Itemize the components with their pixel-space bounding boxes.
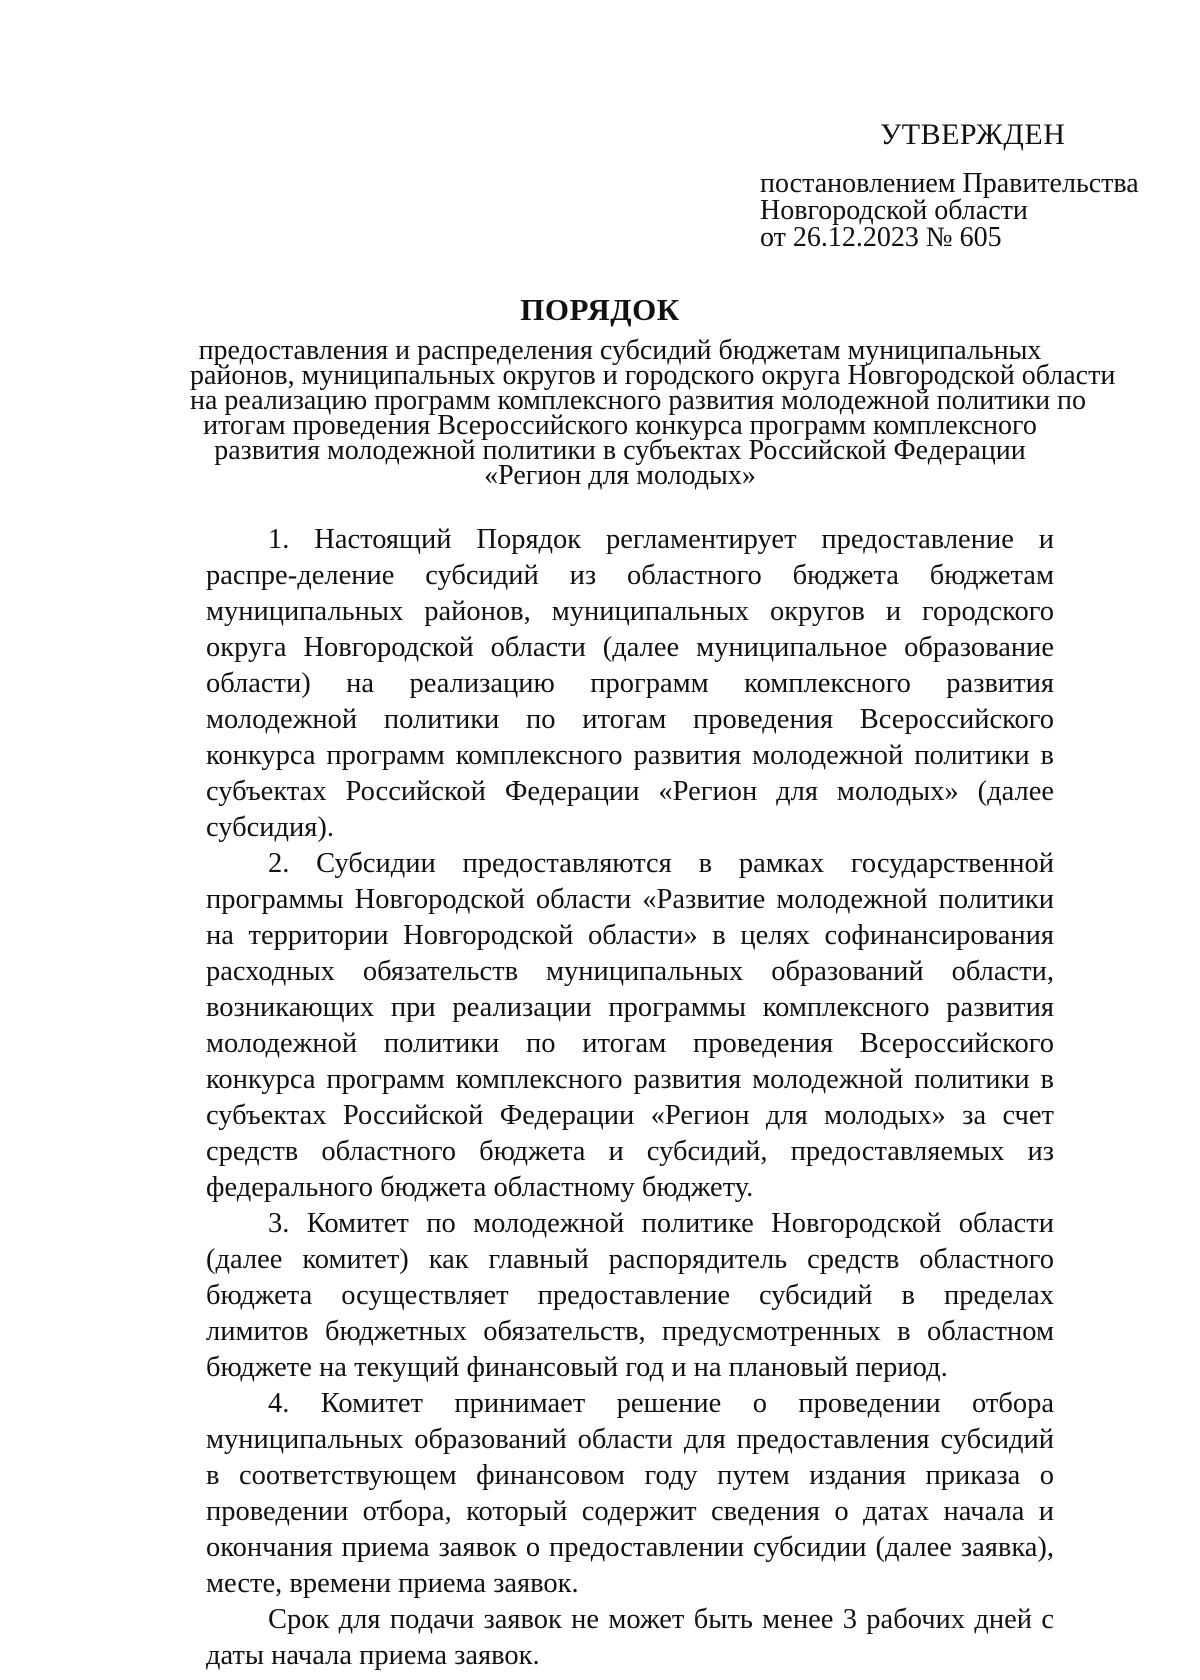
- paragraph-5: Срок для подачи заявок не может быть менее 3 рабочих дней с даты начала приема заявок.: [206, 1604, 1054, 1671]
- subtitle-line: развития молодежной политики в субъектах Российской Федерации: [214, 435, 1026, 466]
- approval-line-2: Новгородской области: [760, 195, 1028, 226]
- approval-line-1: постановлением Правительства: [760, 168, 1139, 199]
- approval-title: УТВЕРЖДЕН: [880, 118, 1066, 151]
- document-title: ПОРЯДОК: [520, 292, 680, 327]
- subtitle-line: на реализацию программ комплексного развития молодежной политики по: [190, 385, 1087, 416]
- paragraph-3: 3. Комитет по молодежной политике Новгородской области (далее комитет) как главный распорядитель средств областного бюджета осуществляет предоставление субсидий в пределах лимитов бюджетных обязательств, предусмотренных в областном бюджете на текущий финансовый год и на плановый период.: [206, 1208, 1054, 1383]
- subtitle-line: предоставления и распределения субсидий бюджетам муниципальных: [198, 335, 1042, 366]
- paragraph-2: 2. Субсидии предоставляются в рамках государственной программы Новгородской области «Развитие молодежной политики на территории Новгородской области» в целях софинансирования расходных обязательств муниципальных образований области, возникающих при реализации программы комплексного развития молодежной политики по итогам проведения Всероссийского конкурса программ комплексного развития молодежной политики в субъектах Российской Федерации «Регион для молодых» за счет средств областного бюджета и субсидий, предоставляемых из федерального бюджета областному бюджету.: [206, 848, 1054, 1203]
- subtitle-line: итогам проведения Всероссийского конкурса программ комплексного: [203, 410, 1037, 441]
- document-subtitle: [190, 335, 1116, 491]
- approval-block: [760, 118, 1160, 251]
- subtitle-line: «Регион для молодых»: [484, 460, 756, 491]
- paragraph-1: 1. Настоящий Порядок регламентирует предоставление и распре-деление субсидий из областного бюджета бюджетам муниципальных районов, муниципальных округов и городского округа Новгородской области (далее муниципальное образование области) на реализацию программ комплексного развития молодежной политики по итогам проведения Всероссийского конкурса программ комплексного развития молодежной политики в субъектах Российской Федерации «Регион для молодых» (далее субсидия).: [206, 524, 1054, 843]
- subtitle-line: районов, муниципальных округов и городского округа Новгородской области: [190, 360, 1116, 391]
- paragraph-4: 4. Комитет принимает решение о проведении отбора муниципальных образований области для предоставления субсидий в соответствующем финансовом году путем издания приказа о проведении отбора, который содержит сведения о датах начала и окончания приема заявок о предоставлении субсидии (далее заявка), месте, времени приема заявок.: [206, 1388, 1054, 1599]
- document-body: [206, 522, 1054, 1674]
- approval-line-3: от 26.12.2023 № 605: [760, 222, 1002, 253]
